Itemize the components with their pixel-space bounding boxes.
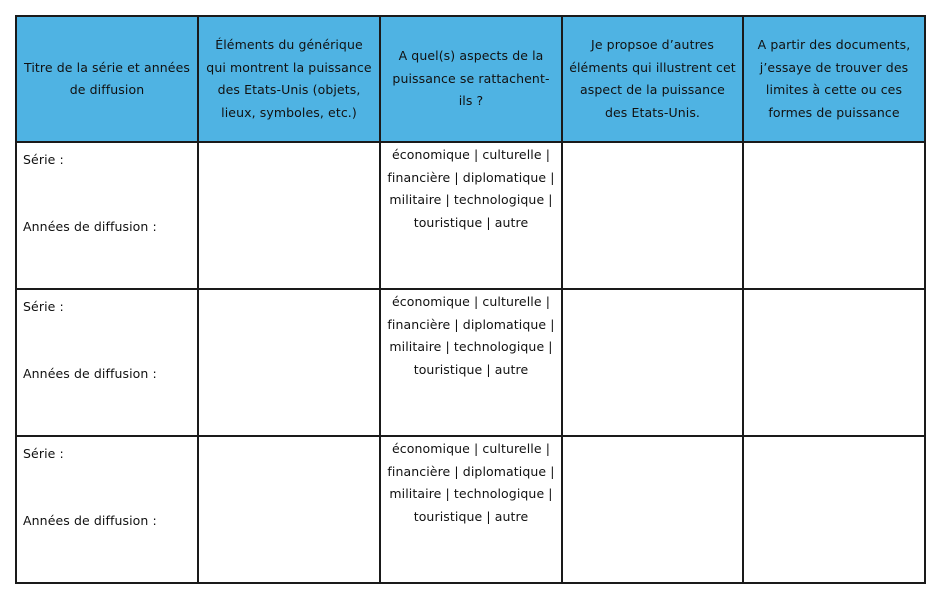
annees-diffusion-label: Années de diffusion : (23, 513, 157, 528)
credits-elements-cell[interactable] (198, 436, 380, 583)
header-row (16, 16, 925, 142)
table-row (16, 436, 925, 583)
credits-elements-cell[interactable] (198, 289, 380, 436)
serie-label: Série : (23, 446, 64, 461)
power-limits-cell[interactable] (743, 289, 925, 436)
series-info-cell (16, 289, 198, 436)
series-info-cell (16, 436, 198, 583)
header-power-limits: A partir des documents, j’essaye de trouver des limites à cette ou ces formes de puissance (743, 16, 925, 142)
power-aspects-cell[interactable] (380, 289, 562, 436)
serie-label: Série : (23, 152, 64, 167)
header-other-elements: Je propsoe d’autres éléments qui illustrent cet aspect de la puissance des Etats-Unis. (562, 16, 743, 142)
other-elements-cell[interactable] (562, 142, 743, 289)
aspects-options: économique | culturelle | financière | diplomatique | militaire | technologique | touristique | autre (387, 294, 555, 377)
other-elements-cell[interactable] (562, 289, 743, 436)
series-info-cell (16, 142, 198, 289)
power-limits-cell[interactable] (743, 142, 925, 289)
header-series-title: Titre de la série et années de diffusion (16, 16, 198, 142)
power-aspects-cell[interactable] (380, 142, 562, 289)
aspects-options: économique | culturelle | financière | diplomatique | militaire | technologique | touristique | autre (387, 441, 555, 524)
aspects-options: économique | culturelle | financière | diplomatique | militaire | technologique | touristique | autre (387, 147, 555, 230)
table-row (16, 142, 925, 289)
other-elements-cell[interactable] (562, 436, 743, 583)
table-body (16, 142, 925, 583)
annees-diffusion-label: Années de diffusion : (23, 219, 157, 234)
table-row (16, 289, 925, 436)
power-aspects-cell[interactable] (380, 436, 562, 583)
serie-label: Série : (23, 299, 64, 314)
credits-elements-cell[interactable] (198, 142, 380, 289)
annees-diffusion-label: Années de diffusion : (23, 366, 157, 381)
table-header (16, 16, 925, 142)
worksheet-table (15, 15, 926, 584)
header-credits-elements: Éléments du générique qui montrent la puissance des Etats-Unis (objets, lieux, symboles, etc.) (198, 16, 380, 142)
header-power-aspects: A quel(s) aspects de la puissance se rattachent-ils ? (380, 16, 562, 142)
power-limits-cell[interactable] (743, 436, 925, 583)
